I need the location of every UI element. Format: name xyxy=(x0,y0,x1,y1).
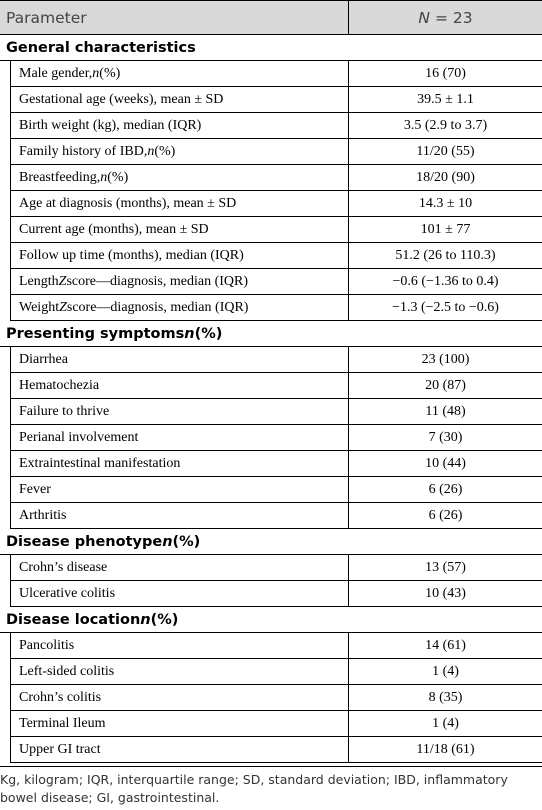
row-value: 1 (4) xyxy=(432,663,459,679)
row-label: Current age (months), mean ± SD xyxy=(10,217,349,242)
row-label: Fever xyxy=(10,477,349,502)
row-value: 101 ± 77 xyxy=(420,221,471,237)
row-label: Pancolitis xyxy=(10,633,349,658)
row-label: Upper GI tract xyxy=(10,737,349,762)
table-row xyxy=(10,425,542,451)
section-heading: Presenting symptoms n (%) xyxy=(0,321,542,347)
row-value: 23 (100) xyxy=(421,351,470,367)
row-label: Family history of IBD, n (%) xyxy=(10,139,349,164)
row-label: Length Z score—diagnosis, median (IQR) xyxy=(10,269,349,294)
table-row xyxy=(10,61,542,87)
row-value: 13 (57) xyxy=(425,559,466,575)
section-heading: Disease location n (%) xyxy=(0,607,542,633)
row-value: 6 (26) xyxy=(428,481,463,497)
table-row xyxy=(10,685,542,711)
header-n-value: = 23 xyxy=(430,8,473,27)
row-label: Failure to thrive xyxy=(10,399,349,424)
table-header xyxy=(0,0,542,35)
row-value: 11/20 (55) xyxy=(416,143,475,159)
row-value: 7 (30) xyxy=(428,429,463,445)
table-row xyxy=(10,295,542,321)
row-value: 3.5 (2.9 to 3.7) xyxy=(403,117,488,133)
row-value: 20 (87) xyxy=(425,377,466,393)
row-label: Arthritis xyxy=(10,503,349,528)
row-label: Male gender, n (%) xyxy=(10,61,349,86)
row-label: Terminal Ileum xyxy=(10,711,349,736)
row-label: Perianal involvement xyxy=(10,425,349,450)
table-row xyxy=(10,503,542,529)
row-label: Breastfeeding, n (%) xyxy=(10,165,349,190)
row-label: Weight Z score—diagnosis, median (IQR) xyxy=(10,295,349,320)
row-value: 51.2 (26 to 110.3) xyxy=(395,247,496,263)
row-label: Left-sided colitis xyxy=(10,659,349,684)
row-value: −1.3 (−2.5 to −0.6) xyxy=(392,299,499,315)
row-value: 1 (4) xyxy=(432,715,459,731)
row-value: 10 (44) xyxy=(425,455,466,471)
table-row xyxy=(10,269,542,295)
row-value: −0.6 (−1.36 to 0.4) xyxy=(392,273,499,289)
row-label: Birth weight (kg), median (IQR) xyxy=(10,113,349,138)
row-label: Hematochezia xyxy=(10,373,349,398)
table-row xyxy=(10,633,542,659)
table-row xyxy=(10,347,542,373)
table-row xyxy=(10,87,542,113)
table-row xyxy=(10,581,542,607)
row-value: 39.5 ± 1.1 xyxy=(417,91,474,107)
row-value: 16 (70) xyxy=(425,65,466,81)
table-row xyxy=(10,477,542,503)
row-value: 11/18 (61) xyxy=(416,741,475,757)
section-heading: Disease phenotype n (%) xyxy=(0,529,542,555)
header-n xyxy=(349,1,542,34)
row-value: 8 (35) xyxy=(428,689,463,705)
row-value: 14 (61) xyxy=(425,637,466,653)
table-row xyxy=(10,217,542,243)
table-body xyxy=(0,35,542,763)
row-label: Ulcerative colitis xyxy=(10,581,349,606)
row-label: Crohn’s disease xyxy=(10,555,349,580)
row-label: Diarrhea xyxy=(10,347,349,372)
header-n-label: N xyxy=(418,8,431,27)
row-value: 10 (43) xyxy=(425,585,466,601)
row-value: 11 (48) xyxy=(425,403,466,419)
table-row xyxy=(10,451,542,477)
row-label: Gestational age (weeks), mean ± SD xyxy=(10,87,349,112)
table-row xyxy=(10,373,542,399)
table-row xyxy=(10,139,542,165)
row-value: 6 (26) xyxy=(428,507,463,523)
table-row xyxy=(10,399,542,425)
row-label: Follow up time (months), median (IQR) xyxy=(10,243,349,268)
row-label: Extraintestinal manifestation xyxy=(10,451,349,476)
row-label: Age at diagnosis (months), mean ± SD xyxy=(10,191,349,216)
row-label: Crohn’s colitis xyxy=(10,685,349,710)
table-footnote: Kg, kilogram; IQR, interquartile range; SD, standard deviation; IBD, inflammatory bowel disease; GI, gastrointestinal. xyxy=(0,766,542,807)
table-row xyxy=(10,711,542,737)
row-value: 14.3 ± 10 xyxy=(418,195,473,211)
row-value: 18/20 (90) xyxy=(416,169,475,185)
header-parameter: Parameter xyxy=(0,1,349,34)
table-row xyxy=(10,113,542,139)
table-row xyxy=(10,191,542,217)
table-row xyxy=(10,165,542,191)
section-heading: General characteristics xyxy=(0,35,542,61)
table-row xyxy=(10,659,542,685)
table-row xyxy=(10,737,542,763)
table-row xyxy=(10,555,542,581)
table-row xyxy=(10,243,542,269)
